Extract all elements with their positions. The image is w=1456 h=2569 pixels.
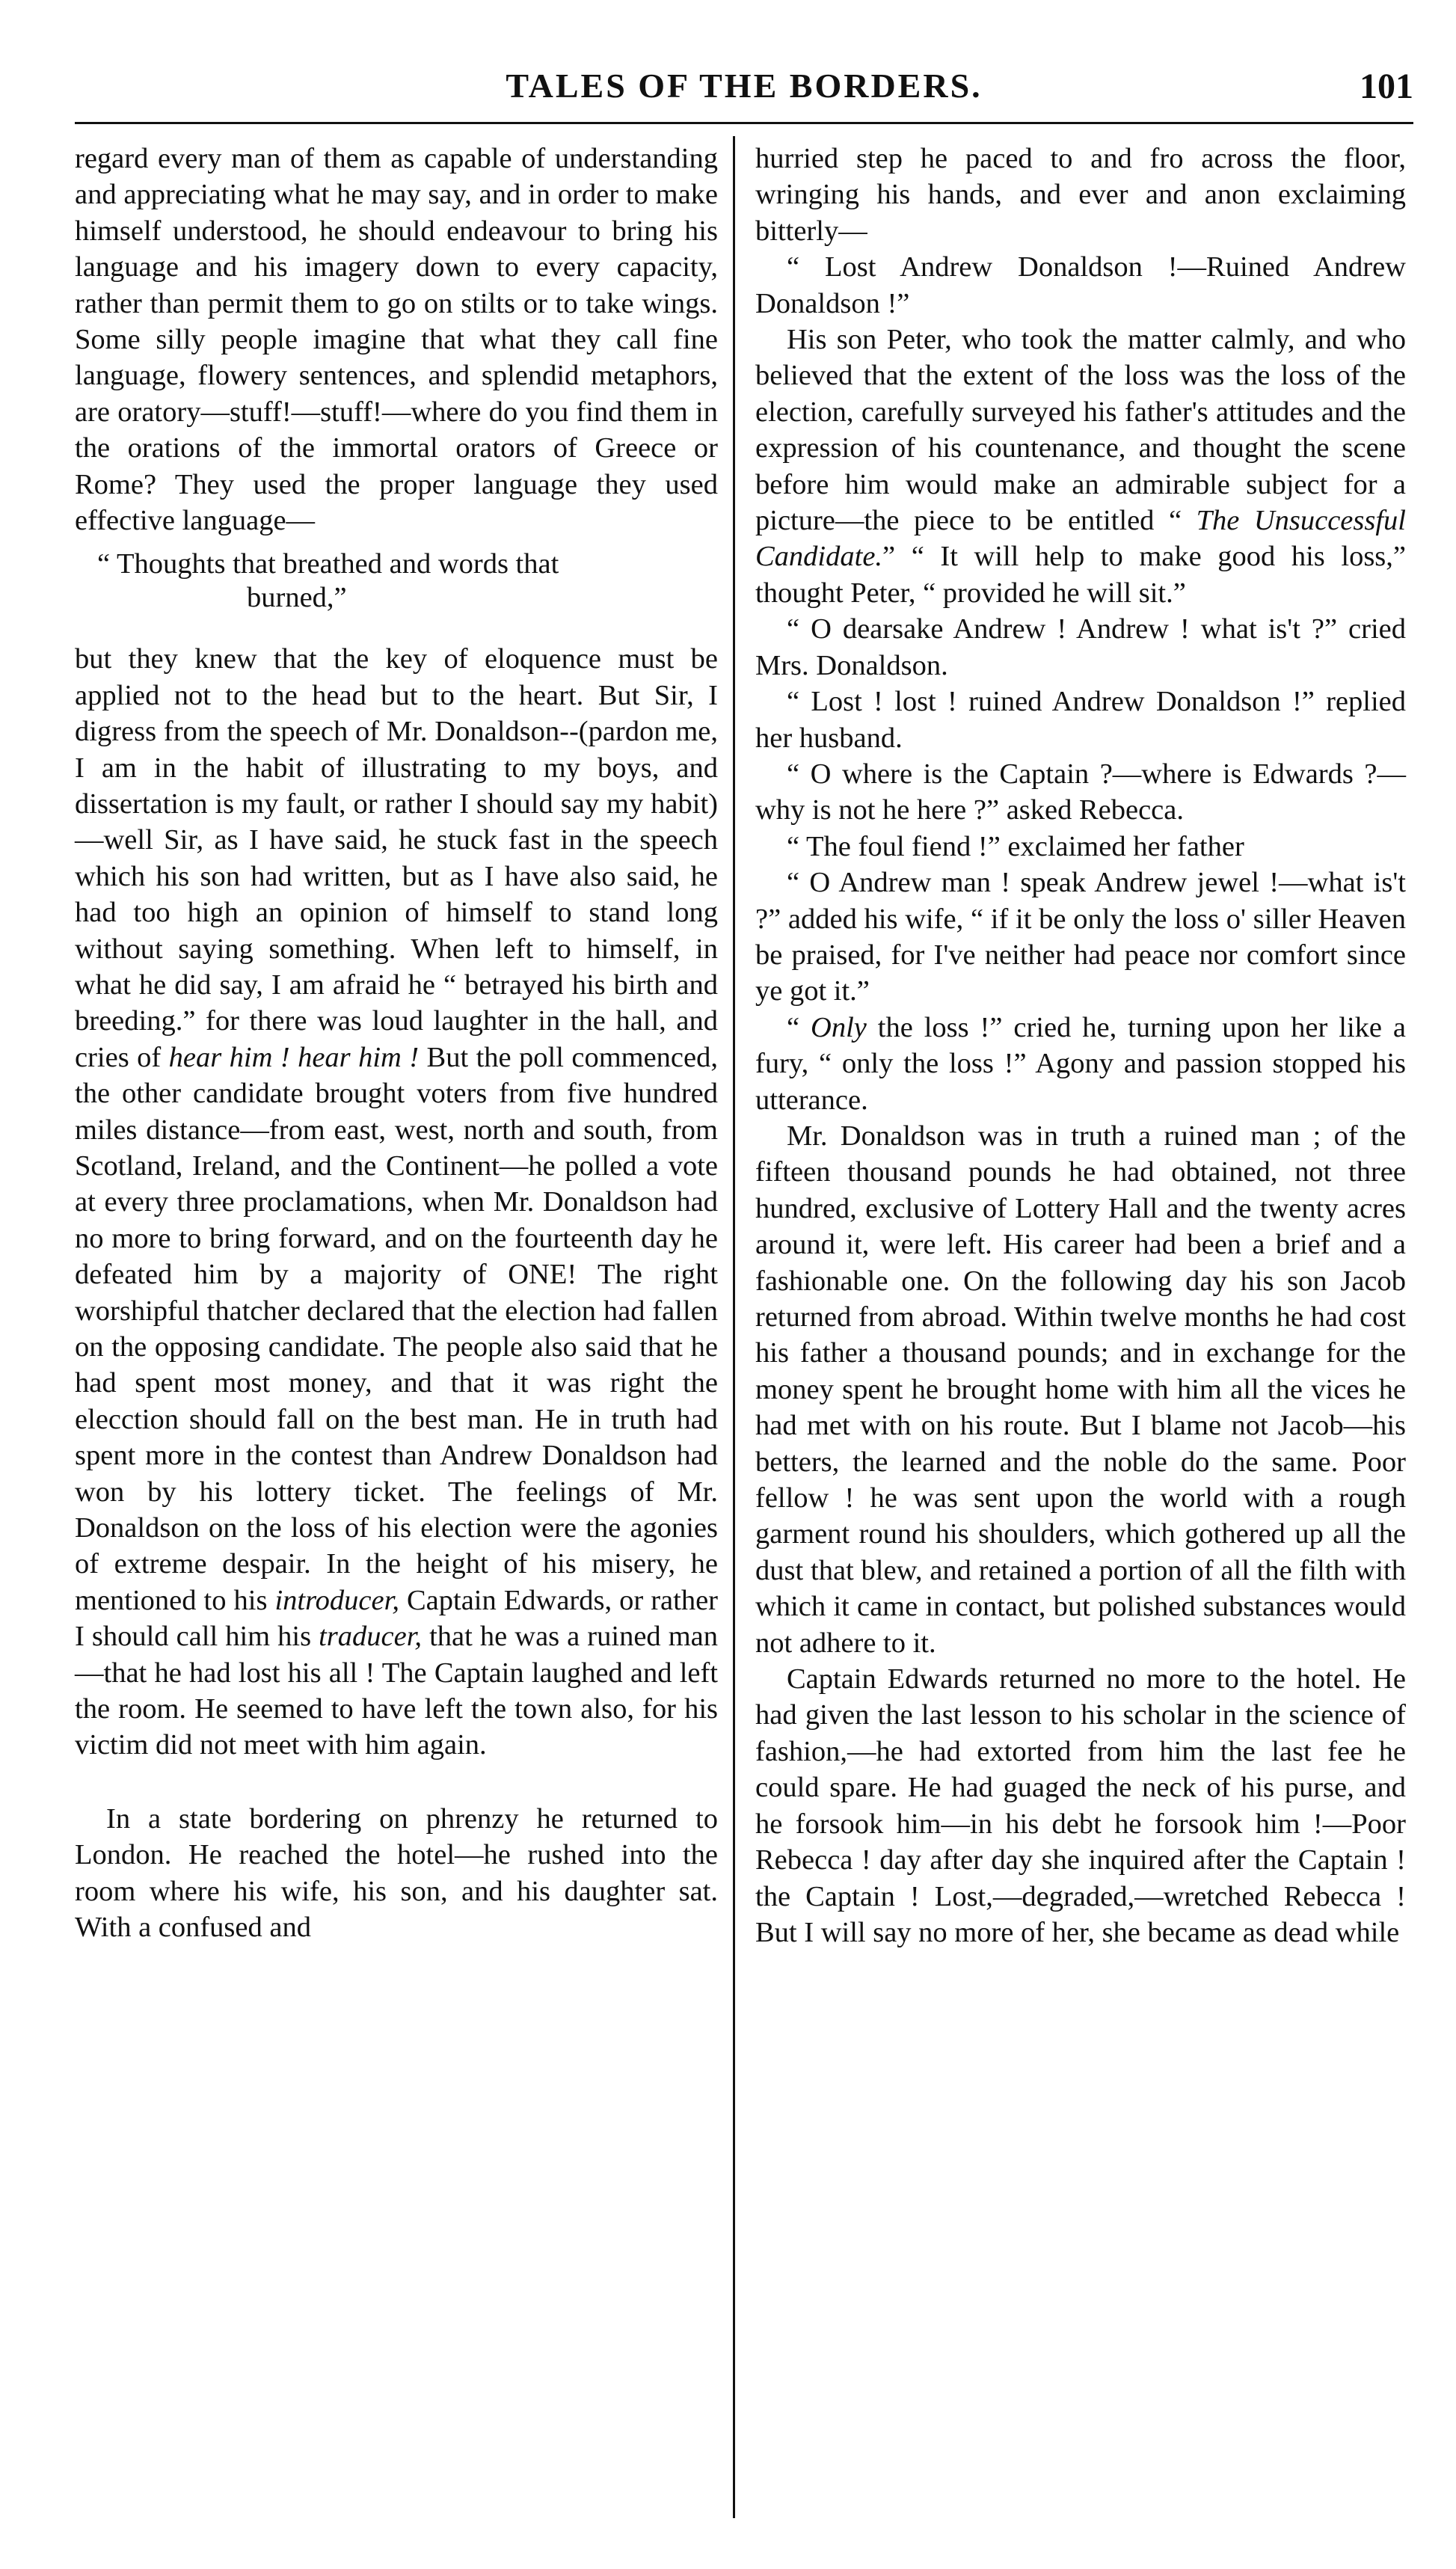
paragraph: “ The foul fiend !” exclaimed her father <box>787 830 1244 862</box>
page-number: 101 <box>1360 67 1413 106</box>
italic-run: introducer, <box>274 1584 399 1616</box>
text-run: “ <box>787 1011 811 1043</box>
running-title: TALES OF THE BORDERS. <box>506 67 983 105</box>
quote-line: “ Thoughts that breathed and words that <box>97 548 559 580</box>
verse-quote <box>75 546 718 616</box>
text-run: ” “ It will help to make good his loss,” thought Peter, “ provided he will sit.” <box>755 541 1406 609</box>
paragraph: regard every man of them as capable of understanding and appreciating what he may say, and in order to make himself understood, he should endeavour to bring his language and his imagery down to every capacity, rather than permit them to go on stilts or to take wings. Some silly people imagine that what they call fine language, flowery sentences, and splendid metaphors, are oratory—stuff!—stuff!—where do you find them in the orations of the immortal orators of Greece or Rome? They used the proper language they used effective language— <box>75 143 718 537</box>
quote-line: burned,” <box>247 581 347 613</box>
paragraph <box>755 1010 1406 1118</box>
page-header <box>75 66 1413 118</box>
paragraph: Captain Edwards returned no more to the hotel. He had given the last lesson to his scholar in the science of fashion,—he had extorted from him the last fee he could spare. He had guaged the neck of his purse, and he forsook him—in his debt he forsook him !—Poor Rebecca ! day after day she inquired after the Captain ! the Captain ! Lost,—degraded,—wretched Rebecca ! But I will say no more of her, she became as dead while <box>755 1663 1406 1948</box>
paragraph <box>755 322 1406 611</box>
text-run: But the poll commenced, the other candidate brought voters from five hundred miles distance—from east, west, north and south, from Scotland, Ireland, and the Continent—he polled a vote at every three proclamations, when Mr. Donaldson had no more to bring forward, and on the fourteenth day he defeated him by a majority of ONE! The right worshipful thatcher declared that the election had fallen on the opposing candidate. The people also said that he had spent most money, and that it was right the elecction should fall on the best man. He in truth had spent more in the contest than Andrew Donaldson had won by his lottery ticket. The feelings of Mr. Donaldson on the loss of his election were the agonies of extreme despair. In the height of his misery, he mentioned to his <box>75 1041 718 1616</box>
paragraph: “ O Andrew man ! speak Andrew jewel !—what is't ?” added his wife, “ if it be only the loss o' siller Heaven be praised, for I've neither had peace nor comfort since ye got it.” <box>755 867 1406 1007</box>
column-divider <box>733 136 735 2518</box>
text-run: that he was a ruined man—that he had lost his all ! The Captain laughed and left the room. He seemed to have left the town also, for his victim did not meet with him again. <box>75 1621 718 1761</box>
paragraph: Mr. Donaldson was in truth a ruined man ; of the fifteen thousand pounds he had obtained, not three hundred, exclusive of Lottery Hall and the twenty acres around it, were left. His career had been a brief and a fashionable one. On the following day his son Jacob returned from abroad. Within twelve months he had cost his father a thousand pounds; and in exchange for the money spent he brought home with him all the vices he had met with on his route. But I blame not Jacob—his betters, the learned and the noble do the same. Poor fellow ! he was sent upon the world with a rough garment round his shoulders, which gothered up all the dust that blew, and retained a portion of all the filth with which it came in contact, but polished substances would not adhere to it. <box>755 1120 1406 1659</box>
right-column <box>755 141 1406 1950</box>
italic-run: The Unsuccessful Candidate. <box>755 505 1406 573</box>
italic-run: Only <box>811 1011 867 1043</box>
paragraph: “ Lost Andrew Donaldson !—Ruined Andrew Donaldson !” <box>755 251 1406 319</box>
paragraph: “ O dearsake Andrew ! Andrew ! what is't ?” cried Mrs. Donaldson. <box>755 613 1406 681</box>
paragraph: “ Lost ! lost ! ruined Andrew Donaldson !” replied her husband. <box>755 686 1406 754</box>
text-run: but they knew that the key of eloquence must be applied not to the head but to the heart. But Sir, I digress from the speech of Mr. Donaldson--(pardon me, I am in the habit of illustrating to my boys, and dissertation is my fault, or rather I should say my habit)—well Sir, as I have said, he stuck fast in the speech which his son had written, but as I have also said, he had too high an opinion of himself to stand long without saying something. When left to himself, in what he did say, I am afraid he “ betrayed his birth and breeding.” for there was loud laughter in the hall, and cries of <box>75 643 718 1073</box>
italic-run: traducer, <box>319 1621 423 1653</box>
italic-run: hear him ! hear him ! <box>168 1041 420 1073</box>
text-run: the loss !” cried he, turning upon her like a fury, “ only the loss !” Agony and passion stopped his utterance. <box>755 1011 1406 1116</box>
paragraph: “ O where is the Captain ?—where is Edwards ?—why is not he here ?” asked Rebecca. <box>755 758 1406 826</box>
header-rule <box>75 122 1413 124</box>
paragraph-gap <box>75 1764 718 1801</box>
paragraph: hurried step he paced to and fro across the floor, wringing his hands, and ever and anon exclaiming bitterly— <box>755 143 1406 247</box>
paragraph: In a state bordering on phrenzy he returned to London. He reached the hotel—he rushed into the room where his wife, his son, and his daughter sat. With a confused and <box>75 1802 718 1944</box>
left-column <box>75 141 718 1946</box>
text-run: His son Peter, who took the matter calmly, and who believed that the extent of the loss was the loss of the election, carefully surveyed his father's attitudes and the expression of his countenance, and thought the scene before him would make an admirable subject for a picture—the piece to be entitled “ <box>755 324 1406 537</box>
paragraph <box>75 641 718 1764</box>
text-run: Captain Edwards, or rather I should call him his <box>75 1584 718 1653</box>
